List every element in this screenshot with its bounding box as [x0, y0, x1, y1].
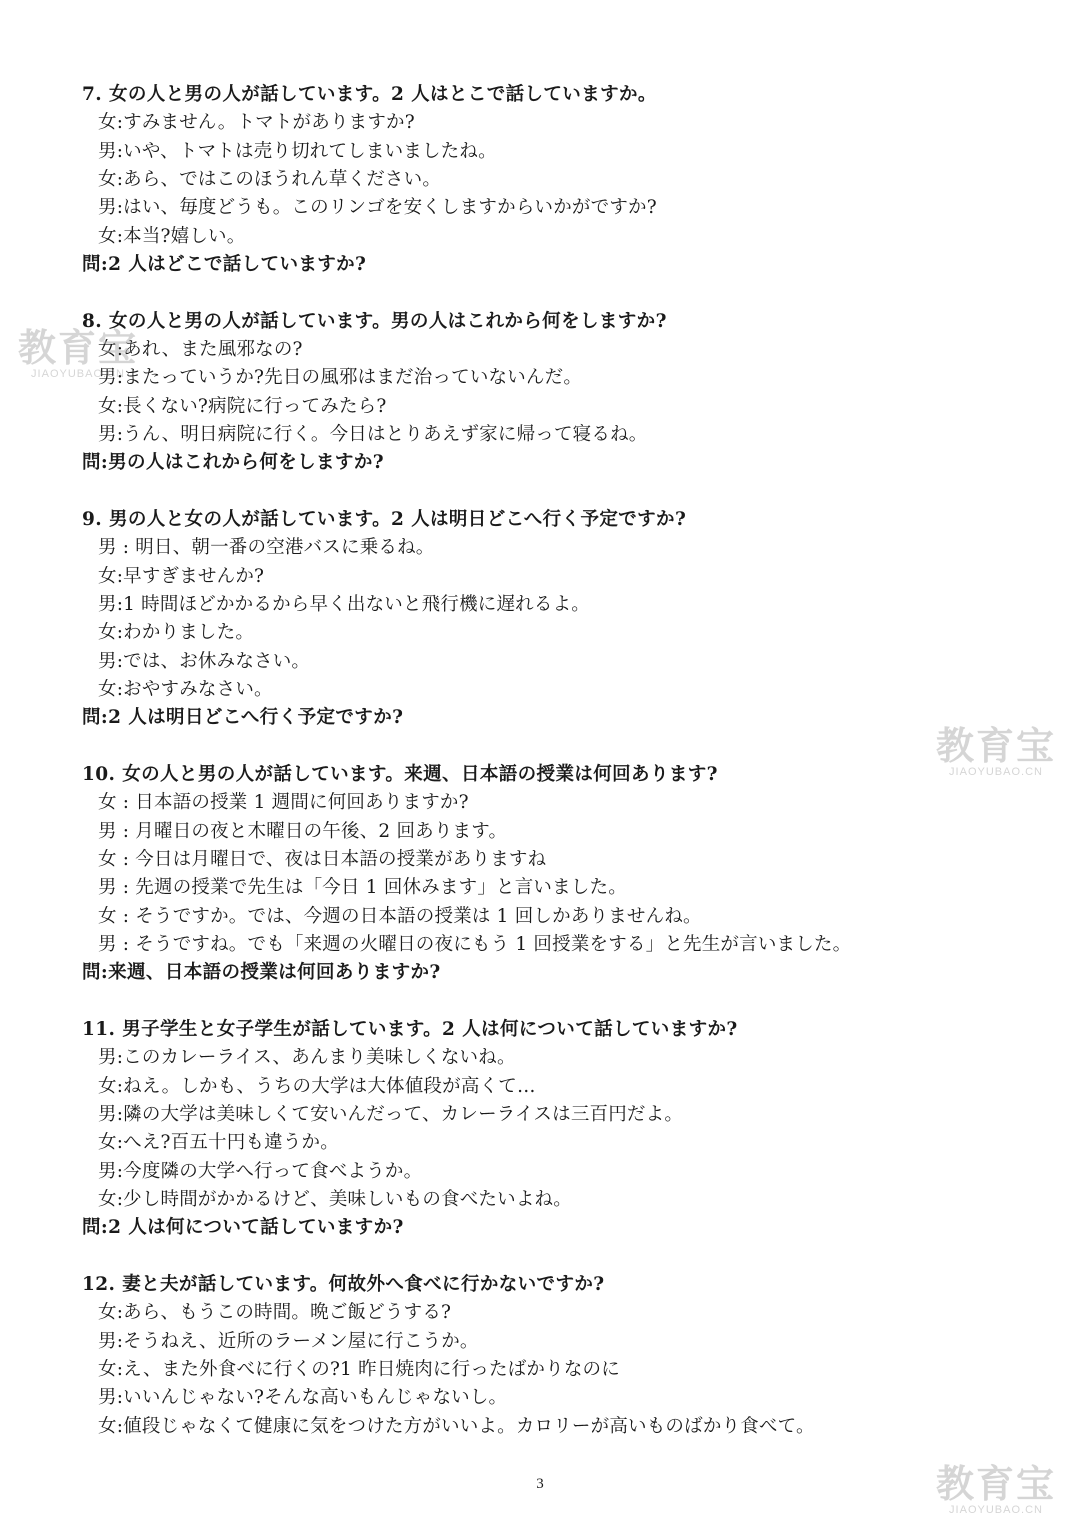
- dialogue-line: 女:え、また外食べに行くの?1 昨日焼肉に行ったばかりなのに: [98, 1359, 620, 1380]
- dialogue-line: 女:すみません。トマトがありますか?: [98, 112, 415, 133]
- dialogue-line: 男:1 時間ほどかかるから早く出ないと飛行機に遅れるよ。: [98, 594, 590, 615]
- dialogue-line: 女:あら、もうこの時間。晩ご飯どうする?: [98, 1302, 452, 1323]
- dialogue-line: 男:いいんじゃない?そんな高いもんじゃないし。: [98, 1387, 508, 1408]
- watermark-brand: 教育宝: [936, 724, 1057, 768]
- dialogue-line: 女 : そうですか。では、今週の日本語の授業は 1 回しかありませんね。: [98, 906, 702, 927]
- watermark-url: JIAOYUBAO.CN: [949, 766, 1043, 778]
- dialogue-line: 男:いや、トマトは売り切れてしまいましたね。: [98, 141, 497, 162]
- dialogue-line: 女 : 今日は月曜日で、夜は日本語の授業がありますね: [98, 849, 547, 870]
- dialogue-line: 女:早すぎませんか?: [98, 566, 265, 587]
- dialogue-heading: 8. 女の人と男の人が話しています。男の人はこれから何をしますか?: [82, 311, 667, 332]
- watermark-bottom-right: [936, 1464, 1056, 1517]
- dialogue-line: 女:あら、ではこのほうれん草ください。: [98, 169, 442, 190]
- dialogue-line: 女:少し時間がかかるけど、美味しいもの食べたいよね。: [98, 1189, 572, 1210]
- watermark-url: JIAOYUBAO.CN: [949, 1504, 1043, 1516]
- dialogue-line: 女:値段じゃなくて健康に気をつけた方がいいよ。カロリーが高いものばかり食べて。: [98, 1416, 815, 1437]
- question-line: 問:2 人は明日どこへ行く予定ですか?: [82, 707, 404, 728]
- watermark-brand: 教育宝: [18, 326, 139, 370]
- dialogue-heading: 10. 女の人と男の人が話しています。来週、日本語の授業は何回あります?: [82, 764, 718, 785]
- dialogue-heading: 7. 女の人と男の人が話しています。2 人はとこで話していますか。: [82, 84, 657, 105]
- dialogue-line: 女:わかりました。: [98, 622, 255, 643]
- watermark-right: [936, 726, 1056, 779]
- dialogue-line: 男:このカレーライス、あんまり美味しくないね。: [98, 1047, 516, 1068]
- dialogue-line: 男 : そうですね。でも「来週の火曜日の夜にもう 1 回授業をする」と先生が言いました。: [98, 934, 852, 955]
- dialogue-line: 女:本当?嬉しい。: [98, 226, 246, 247]
- question-line: 問:男の人はこれから何をしますか?: [82, 452, 384, 473]
- dialogue-line: 男:うん、明日病院に行く。今日はとりあえず家に帰って寝るね。: [98, 424, 648, 445]
- dialogue-line: 女:長くない?病院に行ってみたら?: [98, 396, 387, 417]
- dialogue-line: 女:へえ?百五十円も違うか。: [98, 1132, 339, 1153]
- dialogue-line: 女 : 日本語の授業 1 週間に何回ありますか?: [98, 792, 469, 813]
- watermark-left: [18, 328, 138, 381]
- dialogue-line: 男:隣の大学は美味しくて安いんだって、カレーライスは三百円だよ。: [98, 1104, 684, 1125]
- dialogue-line: 男:そうねえ、近所のラーメン屋に行こうか。: [98, 1331, 479, 1352]
- question-line: 問:2 人は何について話していますか?: [82, 1217, 404, 1238]
- dialogue-line: 女:ねえ。しかも、うちの大学は大体値段が高くて…: [98, 1076, 536, 1097]
- dialogue-line: 女:あれ、また風邪なの?: [98, 339, 303, 360]
- question-line: 問:来週、日本語の授業は何回ありますか?: [82, 962, 441, 983]
- dialogue-heading: 11. 男子学生と女子学生が話しています。2 人は何について話していますか?: [82, 1019, 738, 1040]
- dialogue-line: 男:では、お休みなさい。: [98, 651, 311, 672]
- dialogue-line: 男 : 明日、朝一番の空港バスに乗るね。: [98, 537, 435, 558]
- dialogue-line: 男 : 先週の授業で先生は「今日 1 回休みます」と言いました。: [98, 877, 627, 898]
- page-number: 3: [536, 1476, 544, 1492]
- dialogue-heading: 9. 男の人と女の人が話しています。2 人は明日どこへ行く予定ですか?: [82, 509, 687, 530]
- question-line: 問:2 人はどこで話していますか?: [82, 254, 367, 275]
- dialogue-line: 男:またっていうか?先日の風邪はまだ治っていないんだ。: [98, 367, 583, 388]
- dialogue-line: 男:今度隣の大学へ行って食べようか。: [98, 1161, 423, 1182]
- watermark-brand: 教育宝: [936, 1462, 1057, 1506]
- watermark-url: JIAOYUBAO.CN: [31, 368, 125, 380]
- dialogue-line: 女:おやすみなさい。: [98, 679, 273, 700]
- dialogue-line: 男:はい、毎度どうも。このリンゴを安くしますからいかがですか?: [98, 197, 657, 218]
- dialogue-heading: 12. 妻と夫が話しています。何故外へ食べに行かないですか?: [82, 1274, 605, 1295]
- dialogue-line: 男 : 月曜日の夜と木曜日の午後、2 回あります。: [98, 821, 508, 842]
